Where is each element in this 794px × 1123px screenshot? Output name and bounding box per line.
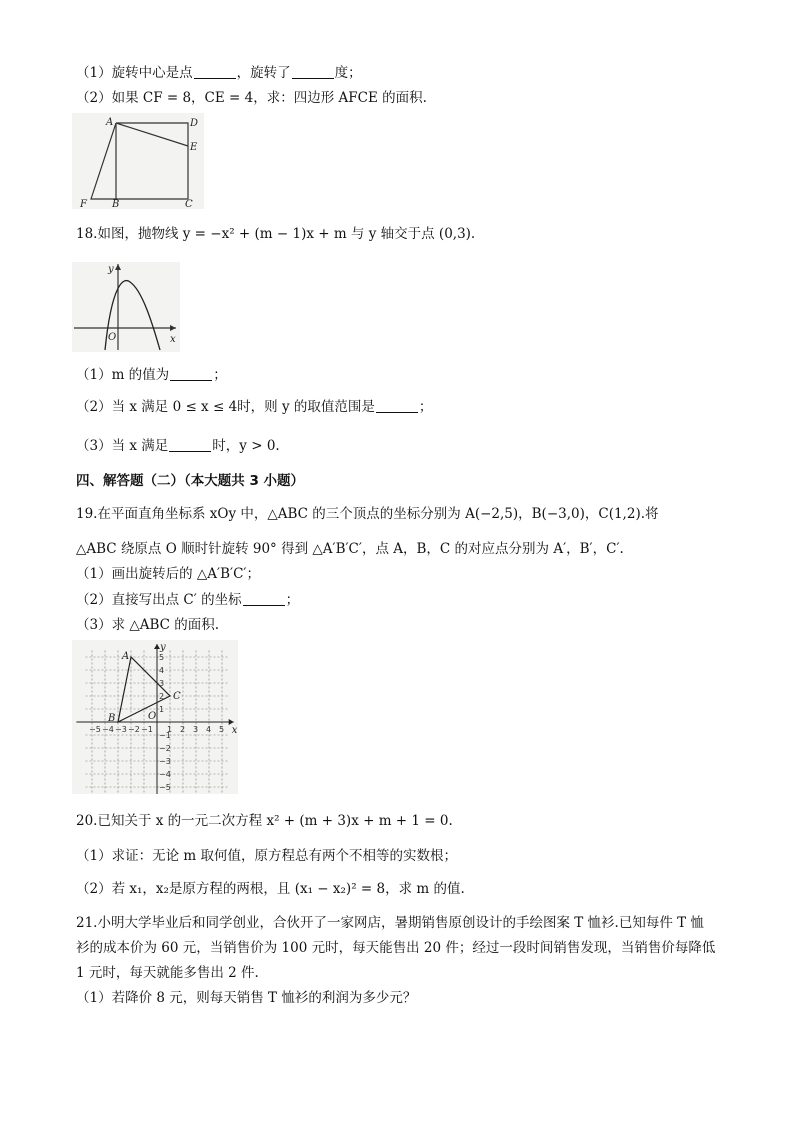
q21-line2: 衫的成本价为 60 元，当销售价为 100 元时，每天能售出 20 件；经过一段时间销售发现，当销售价每降低 (76, 940, 716, 956)
origin-label: O (148, 711, 157, 722)
x-tick-label: −1 (141, 725, 153, 734)
q19-grid-figure (72, 640, 238, 794)
y-tick-label: −1 (159, 731, 171, 740)
q18-part1-text: （1）m 的值为 (76, 367, 170, 383)
axis-label-y: y (160, 642, 166, 653)
axis-label-x: x (170, 334, 176, 345)
q18-part2-end: ； (418, 399, 433, 415)
q18-part3 (76, 437, 280, 455)
y-tick-label: 5 (159, 653, 165, 662)
q18-part2-text: （2）当 x 满足 0 ≤ x ≤ 4时，则 y 的取值范围是 (76, 399, 375, 415)
axis-label-x: x (231, 725, 238, 736)
y-tick-label: −5 (159, 783, 171, 792)
x-tick-label: −4 (102, 725, 114, 734)
y-tick-label: 4 (159, 666, 165, 675)
q17-figure (72, 113, 204, 209)
q19-part2-end: ； (285, 592, 300, 608)
answer-blank[interactable] (376, 399, 418, 413)
x-tick-label: −5 (89, 725, 101, 734)
q19-part1: （1）画出旋转后的 △A′B′C′； (76, 566, 260, 582)
label-C: C (185, 199, 193, 209)
section-heading: 四、解答题（二）（本大题共 3 小题） (76, 473, 305, 489)
y-tick-label: −3 (159, 757, 171, 766)
axis-label-y: y (108, 264, 114, 275)
label-A: A (106, 117, 114, 128)
q19-stem-line1: 19.在平面直角坐标系 xOy 中，△ABC 的三个顶点的坐标分别为 A(−2,5)，B(−3,0)，C(1,2).将 (76, 506, 659, 522)
q21-line3: 1 元时，每天就能多售出 2 件. (76, 965, 259, 981)
q18-part1 (76, 366, 227, 384)
y-tick-label: 3 (159, 679, 165, 688)
answer-blank[interactable] (194, 65, 236, 79)
answer-blank[interactable] (292, 65, 334, 79)
q20-part2: （2）若 x₁，x₂是原方程的两根，且 (x₁ − x₂)² = 8，求 m 的值. (76, 881, 465, 897)
x-tick-label: 2 (180, 725, 186, 734)
x-tick-label: 5 (219, 725, 225, 734)
answer-blank[interactable] (169, 438, 211, 452)
q17-part1 (76, 64, 362, 82)
q20-stem: 20.已知关于 x 的一元二次方程 x² + (m + 3)x + m + 1 = 0. (76, 813, 453, 829)
y-tick-label: −4 (159, 770, 171, 779)
q17-part1-mid: ，旋转了 (236, 65, 291, 81)
q19-stem-line2: △ABC 绕原点 O 顺时针旋转 90° 得到 △A′B′C′，点 A，B，C 的对应点分别为 A′，B′，C′. (76, 541, 624, 557)
q21-line1: 21.小明大学毕业后和同学创业，合伙开了一家网店，暑期销售原创设计的手绘图案 T 恤衫.已知每件 T 恤 (76, 915, 704, 931)
label-D: D (190, 118, 199, 129)
q19-part2-text: （2）直接写出点 C′ 的坐标 (76, 592, 242, 608)
answer-blank[interactable] (243, 592, 285, 606)
x-tick-label: 1 (167, 725, 173, 734)
q18-part3-text: （3）当 x 满足 (76, 438, 169, 454)
q18-figure (72, 262, 180, 352)
label-F: F (80, 199, 87, 209)
coordinate-grid (72, 640, 238, 794)
vertex-label-B: B (108, 713, 116, 724)
vertex-label-C: C (173, 691, 181, 702)
answer-blank[interactable] (170, 367, 212, 381)
x-tick-label: −2 (128, 725, 140, 734)
q21-part1: （1）若降价 8 元，则每天销售 T 恤衫的利润为多少元？ (76, 990, 417, 1006)
y-tick-label: 1 (159, 705, 165, 714)
vertex-label-A: A (122, 651, 130, 662)
y-tick-label: −2 (159, 744, 171, 753)
q18-part1-end: ； (213, 367, 227, 383)
label-E: E (190, 142, 198, 153)
q18-part2 (76, 398, 432, 416)
x-tick-label: 3 (193, 725, 199, 734)
label-B: B (112, 199, 120, 209)
x-tick-label: −3 (115, 725, 127, 734)
q17-part2: （2）如果 CF = 8，CE = 4，求：四边形 AFCE 的面积. (76, 90, 427, 106)
q19-part2 (76, 591, 299, 609)
q19-part3: （3）求 △ABC 的面积. (76, 617, 220, 633)
q20-part1: （1）求证：无论 m 取何值，原方程总有两个不相等的实数根； (76, 848, 457, 864)
y-tick-label: 2 (159, 692, 165, 701)
q18-part3-end: 时，y > 0. (212, 438, 280, 454)
q18-stem: 18.如图，抛物线 y = −x² + (m − 1)x + m 与 y 轴交于点 (0,3). (76, 226, 476, 242)
q17-part1-text: （1）旋转中心是点 (76, 65, 193, 81)
q17-part1-end: 度； (334, 65, 362, 81)
origin-label: O (108, 332, 117, 343)
x-tick-label: 4 (206, 725, 212, 734)
